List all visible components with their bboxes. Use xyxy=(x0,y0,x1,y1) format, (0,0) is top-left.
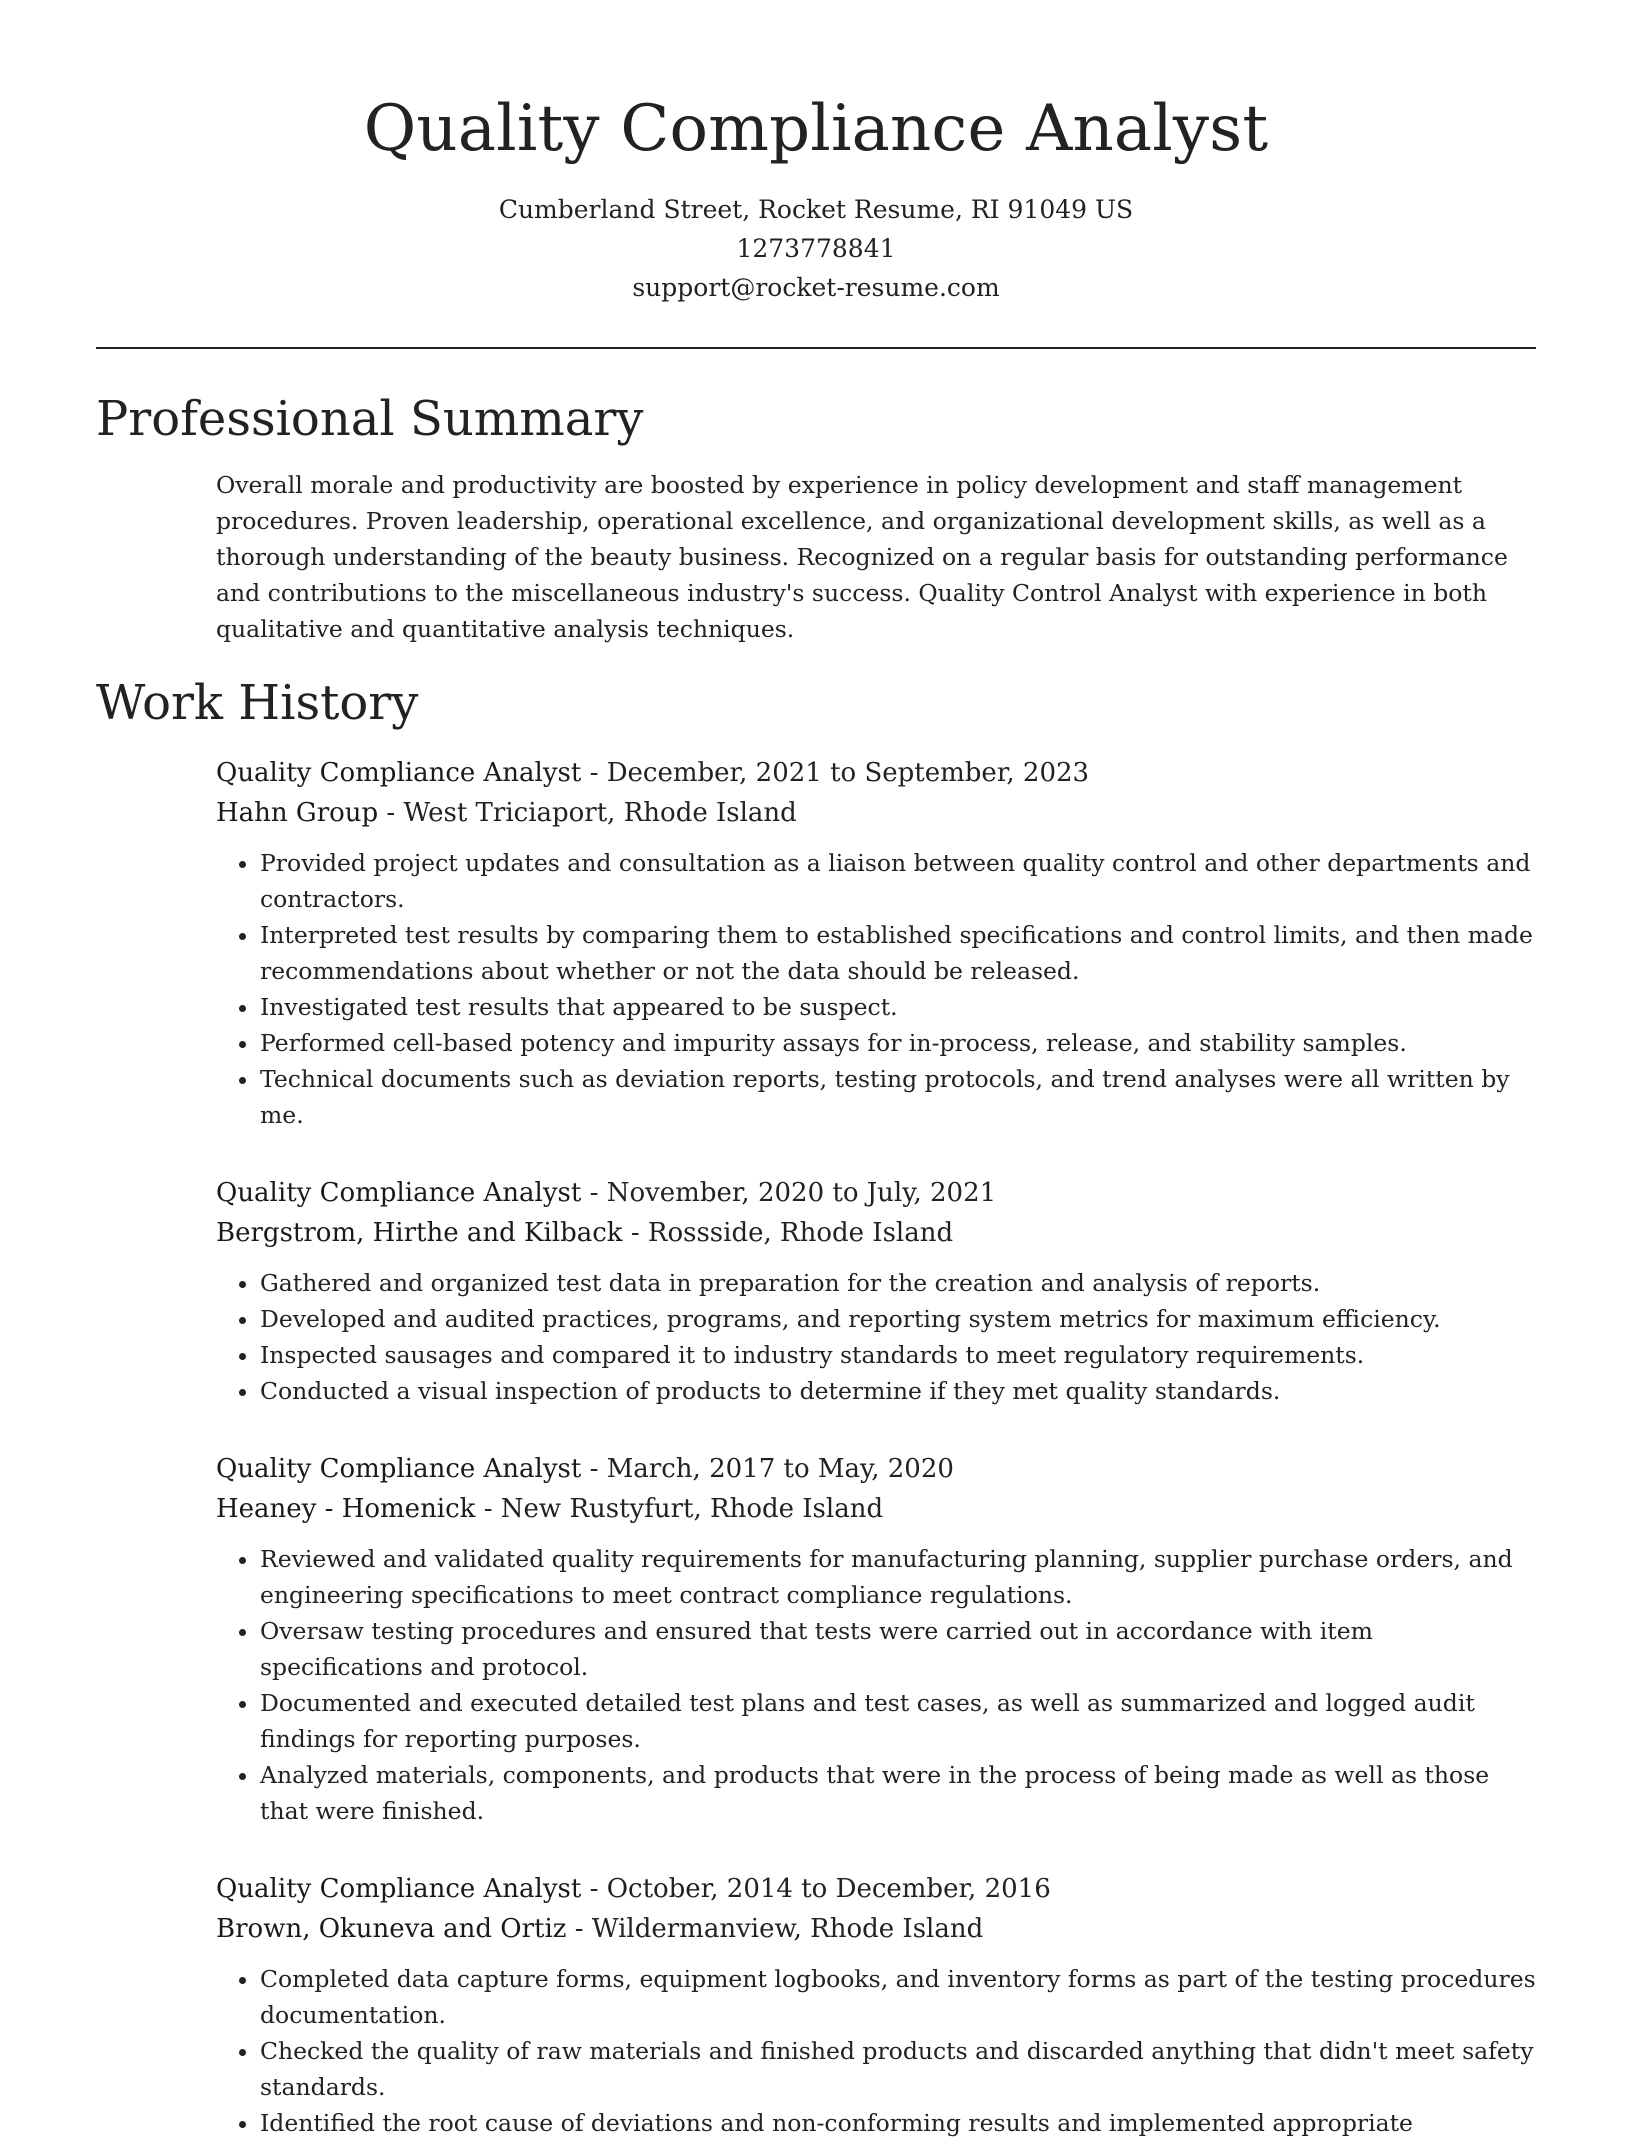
job-title-line xyxy=(216,753,1536,793)
bullet-item: • Checked the quality of raw materials and finished products and discarded anything that didn't meet safety standards. xyxy=(260,2033,1536,2105)
phone-number: 1273778841 xyxy=(736,234,896,263)
bullet-item: • Provided project updates and consultation as a liaison between quality control and other departments and contractors. xyxy=(260,845,1536,917)
summary-heading: Professional Summary xyxy=(96,391,644,447)
bullet-item: • Analyzed materials, components, and products that were in the process of being made as well as those that were finished. xyxy=(260,1757,1536,1829)
separator: - xyxy=(622,1218,648,1248)
job-entry xyxy=(216,1449,1536,1829)
job-company-line xyxy=(216,1489,1536,1529)
job-company: Brown, Okuneva and Ortiz xyxy=(216,1914,567,1944)
bullet-item: • Interpreted test results by comparing them to established specifications and control limits, and then made recommendations about whether or not the data should be released. xyxy=(260,917,1536,989)
separator: - xyxy=(581,758,607,788)
job-bullets xyxy=(216,845,1536,1133)
separator: - xyxy=(566,1914,592,1944)
bullet-item: • Gathered and organized test data in preparation for the creation and analysis of reports. xyxy=(260,1265,1536,1301)
job-company: Hahn Group xyxy=(216,798,379,828)
job-bullets xyxy=(216,1265,1536,1409)
job-entry xyxy=(216,1173,1536,1409)
summary-paragraph: Overall morale and productivity are boosted by experience in policy development and staff management procedures. Proven leadership, operational excellence, and organizational development skills, as well as a thorough understanding of the beauty business. Recognized on a regular basis for outstanding performance and contributions to the miscellaneous industry's success. Quality Control Analyst with experience in both qualitative and quantitative analysis techniques. xyxy=(216,471,1508,643)
job-bullets xyxy=(216,1541,1536,1829)
bullet-item: • Reviewed and validated quality requirements for manufacturing planning, supplier purchase orders, and engineering specifications to meet contract compliance regulations. xyxy=(260,1541,1536,1613)
bullet-item: • Documented and executed detailed test plans and test cases, as well as summarized and logged audit findings for reporting purposes. xyxy=(260,1685,1536,1757)
candidate-name: Quality Compliance Analyst xyxy=(363,92,1269,166)
job-list xyxy=(216,753,1536,2141)
job-dates: December, 2021 to September, 2023 xyxy=(606,758,1090,788)
job-location: New Rustyfurt, Rhode Island xyxy=(500,1494,884,1524)
job-company: Bergstrom, Hirthe and Kilback xyxy=(216,1218,623,1248)
resume-header xyxy=(96,0,1536,307)
bullet-item: • Investigated test results that appeared to be suspect. xyxy=(260,989,1536,1025)
job-company-line xyxy=(216,793,1536,833)
separator: - xyxy=(581,1454,607,1484)
work-history-heading: Work History xyxy=(96,675,419,731)
job-location: Wildermanview, Rhode Island xyxy=(591,1914,984,1944)
bullet-item: • Oversaw testing procedures and ensured that tests were carried out in accordance with item specifications and protocol. xyxy=(260,1613,1536,1685)
bullet-item: • Identified the root cause of deviations and non-conforming results and implemented appropriate xyxy=(260,2105,1536,2141)
bullet-item: • Inspected sausages and compared it to industry standards to meet regulatory requirements. xyxy=(260,1337,1536,1373)
job-dates: November, 2020 to July, 2021 xyxy=(606,1178,997,1208)
job-location: West Triciaport, Rhode Island xyxy=(403,798,797,828)
job-entry xyxy=(216,753,1536,1133)
job-title: Quality Compliance Analyst xyxy=(216,1178,582,1208)
job-title: Quality Compliance Analyst xyxy=(216,1874,582,1904)
job-bullets xyxy=(216,1961,1536,2141)
job-company-line xyxy=(216,1909,1536,1949)
bullet-item: • Technical documents such as deviation reports, testing protocols, and trend analyses were all written by me. xyxy=(260,1061,1536,1133)
bullet-item: • Developed and audited practices, programs, and reporting system metrics for maximum efficiency. xyxy=(260,1301,1536,1337)
job-company: Heaney - Homenick xyxy=(216,1494,476,1524)
job-title: Quality Compliance Analyst xyxy=(216,1454,582,1484)
contact-block xyxy=(96,190,1536,307)
job-dates: March, 2017 to May, 2020 xyxy=(606,1454,954,1484)
address-line: Cumberland Street, Rocket Resume, RI 91049 US xyxy=(498,195,1134,224)
job-company-line xyxy=(216,1213,1536,1253)
separator: - xyxy=(475,1494,501,1524)
job-title-line xyxy=(216,1449,1536,1489)
header-divider xyxy=(96,347,1536,349)
email-address: support@rocket-resume.com xyxy=(632,273,1000,302)
job-location: Rossside, Rhode Island xyxy=(647,1218,954,1248)
job-entry xyxy=(216,1869,1536,2141)
job-title-line xyxy=(216,1869,1536,1909)
bullet-item: • Conducted a visual inspection of products to determine if they met quality standards. xyxy=(260,1373,1536,1409)
separator: - xyxy=(378,798,404,828)
job-dates: October, 2014 to December, 2016 xyxy=(606,1874,1051,1904)
bullet-item: • Completed data capture forms, equipment logbooks, and inventory forms as part of the testing procedures documentation. xyxy=(260,1961,1536,2033)
bullet-item: • Performed cell-based potency and impurity assays for in-process, release, and stability samples. xyxy=(260,1025,1536,1061)
job-title: Quality Compliance Analyst xyxy=(216,758,582,788)
separator: - xyxy=(581,1178,607,1208)
job-title-line xyxy=(216,1173,1536,1213)
separator: - xyxy=(581,1874,607,1904)
